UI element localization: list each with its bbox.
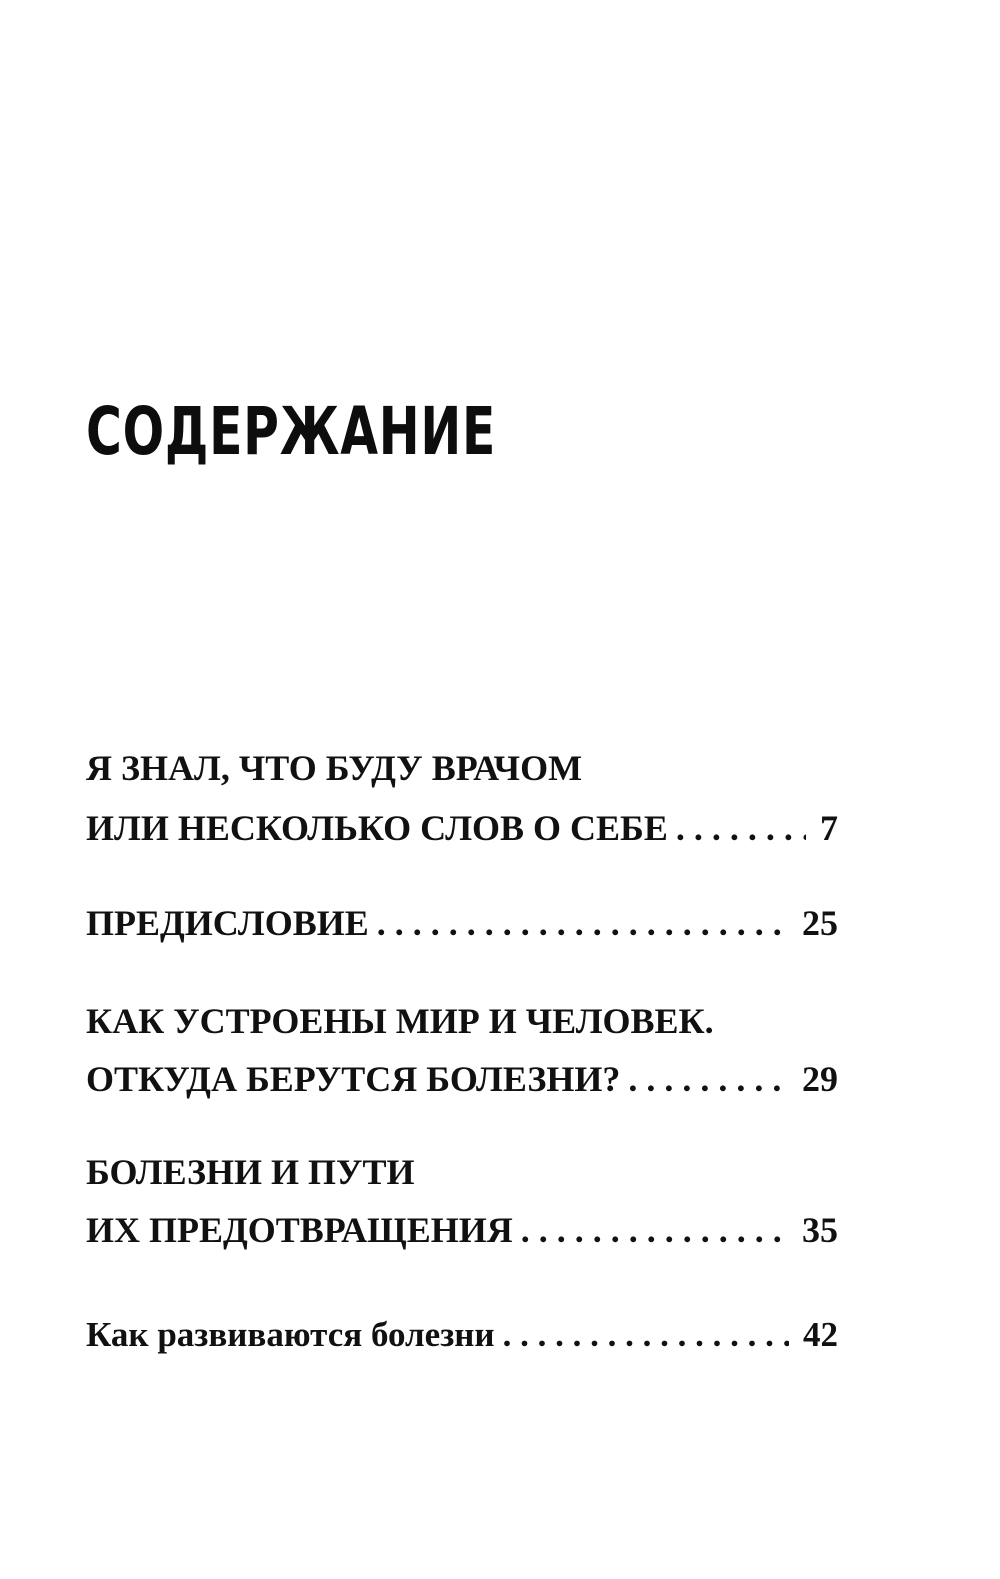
- toc-entry-text: БОЛЕЗНИ И ПУТИ: [86, 1152, 415, 1192]
- toc-entry-line: [86, 1144, 838, 1200]
- toc-entry-text: ИЛИ НЕСКОЛЬКО СЛОВ О СЕБЕ: [86, 808, 668, 848]
- dot-leader: [513, 1202, 788, 1258]
- toc-entry-text: Как развиваются болезни: [86, 1315, 495, 1354]
- toc-entry-line: [86, 1202, 838, 1258]
- toc-entry-line: [86, 740, 838, 796]
- toc-entry-text: ИХ ПРЕДОТВРАЩЕНИЯ: [86, 1210, 513, 1250]
- toc-page-number: 35: [802, 1210, 838, 1250]
- toc-entry-text: ОТКУДА БЕРУТСЯ БОЛЕЗНИ?: [86, 1059, 621, 1099]
- toc-page-number: 29: [802, 1059, 838, 1099]
- toc-entry-text: КАК УСТРОЕНЫ МИР И ЧЕЛОВЕК.: [86, 1001, 714, 1041]
- toc-entry-line: [86, 800, 838, 856]
- toc-page-number: 42: [803, 1315, 838, 1354]
- toc-page-number: 25: [802, 903, 838, 943]
- dot-leader: [668, 800, 806, 856]
- toc-entry-line: [86, 1051, 838, 1107]
- dot-leader: [620, 1051, 788, 1107]
- toc-entry-text: ПРЕДИСЛОВИЕ: [86, 903, 369, 943]
- dot-leader: [495, 1307, 789, 1363]
- toc-entry-line: [86, 993, 838, 1049]
- dot-leader: [369, 895, 788, 951]
- toc-page-number: 7: [820, 808, 838, 848]
- toc-entry-text: Я ЗНАЛ, ЧТО БУДУ ВРАЧОМ: [86, 748, 583, 788]
- toc-entry-line: [86, 1307, 838, 1363]
- toc-entry-line: [86, 895, 838, 951]
- toc-title: СОДЕРЖАНИЕ: [86, 393, 497, 470]
